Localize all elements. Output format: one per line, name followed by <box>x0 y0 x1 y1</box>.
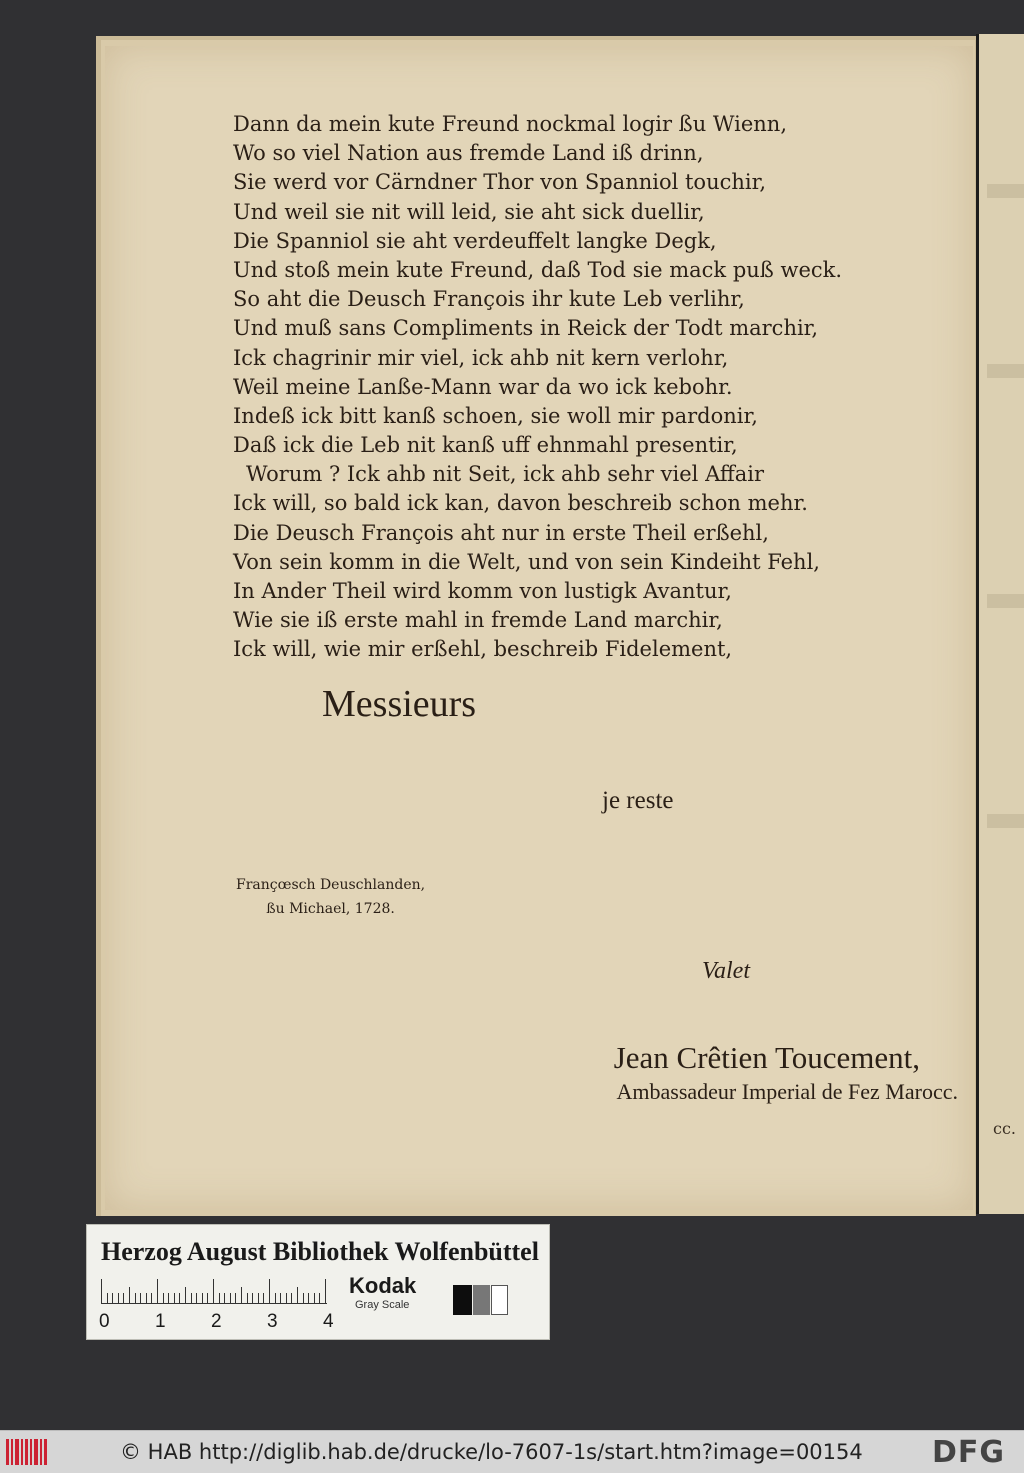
ruler <box>101 1277 327 1304</box>
ruler-tick <box>202 1293 203 1303</box>
ruler-tick <box>247 1293 248 1303</box>
verse-line: Daß ick die Leb nit kanß uff ehnmahl presentir, <box>233 433 738 458</box>
gray-patch-white <box>491 1285 508 1315</box>
ruler-tick <box>163 1293 164 1303</box>
ruler-tick <box>123 1293 124 1303</box>
ruler-tick <box>308 1293 309 1303</box>
gray-patch-black <box>453 1285 472 1315</box>
dfg-logo: DFG <box>932 1435 1006 1470</box>
ruler-tick <box>280 1293 281 1303</box>
library-name: Herzog August Bibliothek Wolfenbüttel <box>101 1237 539 1266</box>
ruler-tick <box>191 1293 192 1303</box>
ruler-tick <box>157 1279 158 1303</box>
ruler-tick <box>207 1293 208 1303</box>
ruler-tick <box>269 1279 270 1303</box>
verse-line: So aht die Deusch François ihr kute Leb verlihr, <box>233 287 745 312</box>
show-through <box>987 184 1024 198</box>
verse-line: Sie werd vor Cärndner Thor von Spanniol touchir, <box>233 170 767 195</box>
kodak-logo: Kodak <box>349 1273 417 1298</box>
ruler-tick <box>224 1293 225 1303</box>
verse-line: Und weil sie nit will leid, sie aht sick duellir, <box>233 199 705 224</box>
ruler-tick <box>151 1293 152 1303</box>
ruler-tick <box>319 1293 320 1303</box>
verse-line: Ick chagrinir mir viel, ick ahb nit kern verlohr, <box>233 345 729 370</box>
ruler-tick <box>135 1293 136 1303</box>
verse-line: Von sein komm in die Welt, und von sein Kindeiht Fehl, <box>233 549 820 574</box>
ruler-tick <box>118 1293 119 1303</box>
ruler-tick <box>303 1293 304 1303</box>
facing-page-text: cc. <box>993 1119 1017 1138</box>
verse-line: Wie sie iß erste mahl in fremde Land marchir, <box>233 608 723 633</box>
verse-line: Weil meine Lanße-Mann war da wo ick kebohr. <box>233 374 733 399</box>
ruler-tick <box>168 1293 169 1303</box>
verse-line: Und muß sans Compliments in Reick der Todt marchir, <box>233 316 819 341</box>
ruler-tick <box>286 1293 287 1303</box>
color-calibration-card <box>86 1224 550 1340</box>
ruler-number: 2 <box>211 1311 222 1332</box>
ruler-tick <box>230 1293 231 1303</box>
gray-patch-mid <box>473 1285 490 1315</box>
ruler-tick <box>314 1293 315 1303</box>
ruler-tick <box>241 1287 242 1303</box>
ruler-tick <box>291 1293 292 1303</box>
place-date <box>236 873 425 921</box>
ruler-tick <box>185 1287 186 1303</box>
ruler-tick <box>174 1293 175 1303</box>
show-through <box>987 594 1024 608</box>
ruler-number: 1 <box>155 1311 166 1332</box>
date-line: ßu Michael, 1728. <box>266 901 395 917</box>
ruler-tick <box>219 1293 220 1303</box>
ruler-tick <box>196 1293 197 1303</box>
ruler-tick <box>275 1293 276 1303</box>
source-link[interactable]: © HAB http://diglib.hab.de/drucke/lo-7607-1s/start.htm?image=00154 <box>120 1440 863 1464</box>
ruler-tick <box>297 1287 298 1303</box>
show-through <box>987 364 1024 378</box>
ruler-tick <box>325 1279 326 1303</box>
ruler-tick <box>112 1293 113 1303</box>
ruler-tick <box>146 1293 147 1303</box>
verse-line: Worum ? Ick ahb nit Seit, ick ahb sehr viel Affair <box>246 462 765 487</box>
gray-scale-label: Gray Scale <box>355 1299 410 1311</box>
ruler-tick <box>252 1293 253 1303</box>
facing-page-fragment <box>976 34 1024 1214</box>
ruler-number: 0 <box>99 1311 110 1332</box>
ruler-tick <box>129 1287 130 1303</box>
verse-line: In Ander Theil wird komm von lustigk Avantur, <box>233 579 732 603</box>
salutation: Messieurs <box>322 683 477 725</box>
ruler-tick <box>107 1293 108 1303</box>
ruler-tick <box>140 1293 141 1303</box>
ruler-number: 4 <box>323 1311 334 1332</box>
ruler-tick <box>101 1279 102 1303</box>
signature-name: Jean Crêtien Toucement, <box>613 1040 920 1075</box>
verse-line: Und stoß mein kute Freund, daß Tod sie mack puß weck. <box>233 257 843 282</box>
ruler-tick <box>235 1293 236 1303</box>
ruler-tick <box>258 1293 259 1303</box>
signature-title: Ambassadeur Imperial de Fez Marocc. <box>616 1079 958 1104</box>
verse-text <box>233 110 863 665</box>
verse-line: Wo so viel Nation aus fremde Land iß drinn, <box>233 141 704 166</box>
verse-line: Ick will, wie mir erßehl, beschreib Fidelement, <box>233 637 733 662</box>
ruler-tick <box>213 1279 214 1303</box>
ruler-tick <box>263 1293 264 1303</box>
show-through <box>987 814 1024 828</box>
footer-bar <box>0 1430 1024 1473</box>
ruler-tick <box>179 1293 180 1303</box>
signature-block <box>528 1038 958 1106</box>
verse-line: Dann da mein kute Freund nockmal logir ßu Wienn, <box>233 112 787 136</box>
closing-phrase: je reste <box>602 787 674 814</box>
verse-line: Die Spanniol sie aht verdeuffelt langke Degk, <box>233 228 717 253</box>
verse-line: Ick will, so bald ick kan, davon beschreib schon mehr. <box>233 491 808 516</box>
barcode-icon <box>6 1439 50 1465</box>
place-line: Françœsch Deuschlanden, <box>236 877 426 893</box>
ruler-number: 3 <box>267 1311 278 1332</box>
verse-line: Die Deusch François aht nur in erste Theil erßehl, <box>233 520 769 545</box>
verse-line: Indeß ick bitt kanß schoen, sie woll mir pardonir, <box>233 403 758 428</box>
valet: Valet <box>702 958 750 984</box>
